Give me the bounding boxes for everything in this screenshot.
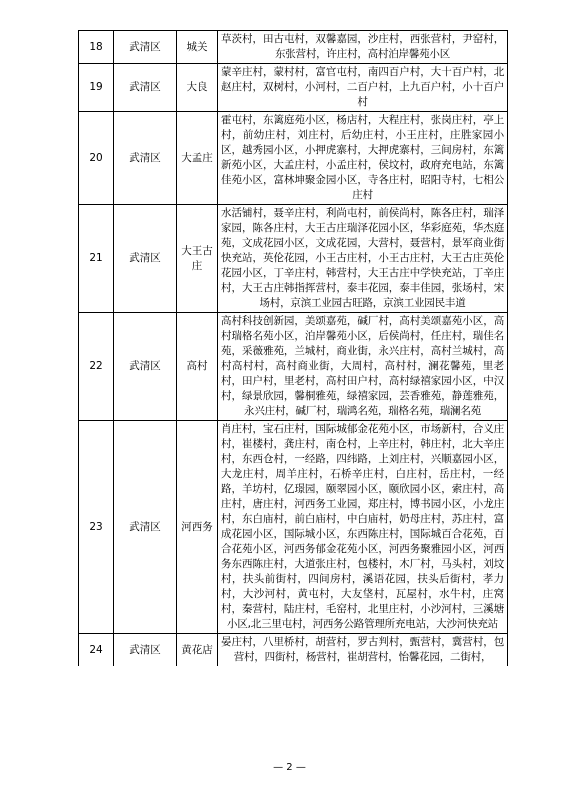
- table-row: [79, 112, 508, 205]
- town-cell: 城关: [177, 31, 218, 64]
- villages-cell: 蒙辛庄村，蒙村村，富官屯村，南四百户村，大十百户村，北赵庄村，双树村，小河村，二百户村，上九百户村，小十百户村: [218, 64, 508, 112]
- town-cell: 黄花店: [177, 634, 218, 667]
- villages-cell: 高村科技创新园，美颂嘉苑，碱厂村，高村美颂嘉苑小区，高村瑞格名苑小区，泊岸馨苑小区，后侯尚村，任庄村，瑞佳名苑，采薇雅苑，兰城村，商业街，永兴庄村，高村兰城村，高村高村村，高村商业街，大周村，高村村，澜花馨苑，里老村，田户村，里老村，高村田户村，高村绿禧家园小区，中汉村，绿景欣园，馨桐雅苑，绿禧家园，芸香雅苑，静莲雅苑，永兴庄村，碱厂村，瑞鸿名苑，瑞格名苑，瑞澜名苑: [218, 313, 508, 421]
- town-cell: 河西务: [177, 421, 218, 634]
- row-number-cell: 22: [79, 313, 114, 421]
- town-cell: 大孟庄: [177, 112, 218, 205]
- district-cell: 武清区: [114, 313, 177, 421]
- page-number: — 2 —: [273, 762, 306, 773]
- district-cell: 武清区: [114, 31, 177, 64]
- row-number-cell: 20: [79, 112, 114, 205]
- table-row: [79, 313, 508, 421]
- district-cell: 武清区: [114, 64, 177, 112]
- town-cell: 大王古庄: [177, 205, 218, 313]
- table-row: [79, 421, 508, 634]
- row-number-cell: 24: [79, 634, 114, 667]
- row-number-cell: 19: [79, 64, 114, 112]
- villages-cell: 霍屯村，东篱庭苑小区，杨店村，大程庄村，张岗庄村，亭上村，前幼庄村，刘庄村，后幼庄村，小王庄村，庄胜家园小区，越秀园小区，小押虎寨村，大押虎寨村，三间房村，东篱新苑小区，大孟庄村，小孟庄村，侯坟村，政府充电站，东篱佳苑小区，富林坤聚金园小区，寺各庄村，昭阳寺村，七相公庄村: [218, 112, 508, 205]
- table-row: [79, 634, 508, 667]
- district-cell: 武清区: [114, 421, 177, 634]
- row-number-cell: 21: [79, 205, 114, 313]
- district-cell: 武清区: [114, 205, 177, 313]
- district-cell: 武清区: [114, 112, 177, 205]
- table-row: [79, 31, 508, 64]
- table-row: [79, 205, 508, 313]
- row-number-cell: 23: [79, 421, 114, 634]
- villages-cell: 肖庄村，宝石庄村，国际城郁金花苑小区，市场新村，合义庄村，崔楼村，龚庄村，南仓村，上辛庄村，韩庄村，北大辛庄村，东西仓村，一经路，四纬路，上刘庄村，兴顺嘉园小区，大龙庄村，周羊庄村，石桥辛庄村，白庄村，岳庄村，一经路，羊坊村，亿璟园，颐翠园小区，颐欣园小区，索庄村，高庄村，唐庄村，河西务工业园，郑庄村，博书园小区，小龙庄村，东白庙村，前白庙村，中白庙村，奶母庄村，苏庄村，富成花园小区，国际城小区，东西陈庄村，国际城百合花苑，百合花苑小区，河西务郁金花苑小区，河西务聚雅园小区，河西务东西陈庄村，大道张庄村，包楼村，木厂村，马头村，刘坟村，扶头前街村，四间房村，溪语花园，扶头后街村，孝力村，大沙河村，黄屯村，大友垡村，瓦屋村，水牛村，庄窝村，秦营村，陆庄村，毛窑村，北里庄村，小沙河村，三溪塘小区,北三里屯村，河西务公路管理所充电站，大沙河快充站: [218, 421, 508, 634]
- villages-cell: 晏庄村，八里桥村，胡营村，罗古判村，甄营村，冀营村，包营村，四街村，杨营村，崔胡营村，怡馨花园，二街村，: [218, 634, 508, 667]
- villages-cell: 草茨村，田古屯村，双馨嘉园，沙庄村，西张营村，尹窑村，东张营村，许庄村，高村泊岸馨苑小区: [218, 31, 508, 64]
- villages-cell: 水活铺村，聂辛庄村，利尚屯村，前侯尚村，陈各庄村，瑞泽家园，陈各庄村，大王古庄瑞泽花园小区，华彩庭苑，华杰庭苑，文成花园小区，文成花园，大营村，聂营村，景军商业街快充站，英伦花园，小王古庄村，小王古庄村，大王古庄英伦花园小区，丁辛庄村，韩营村，大王古庄中学快充站，丁辛庄村，大王古庄韩指挥营村，泰丰花园，泰丰佳园，张场村，宋场村，京滨工业园古旺路，京滨工业园民丰道: [218, 205, 508, 313]
- village-list-table: [78, 30, 508, 666]
- town-cell: 高村: [177, 313, 218, 421]
- table-row: [79, 64, 508, 112]
- row-number-cell: 18: [79, 31, 114, 64]
- district-cell: 武清区: [114, 634, 177, 667]
- town-cell: 大良: [177, 64, 218, 112]
